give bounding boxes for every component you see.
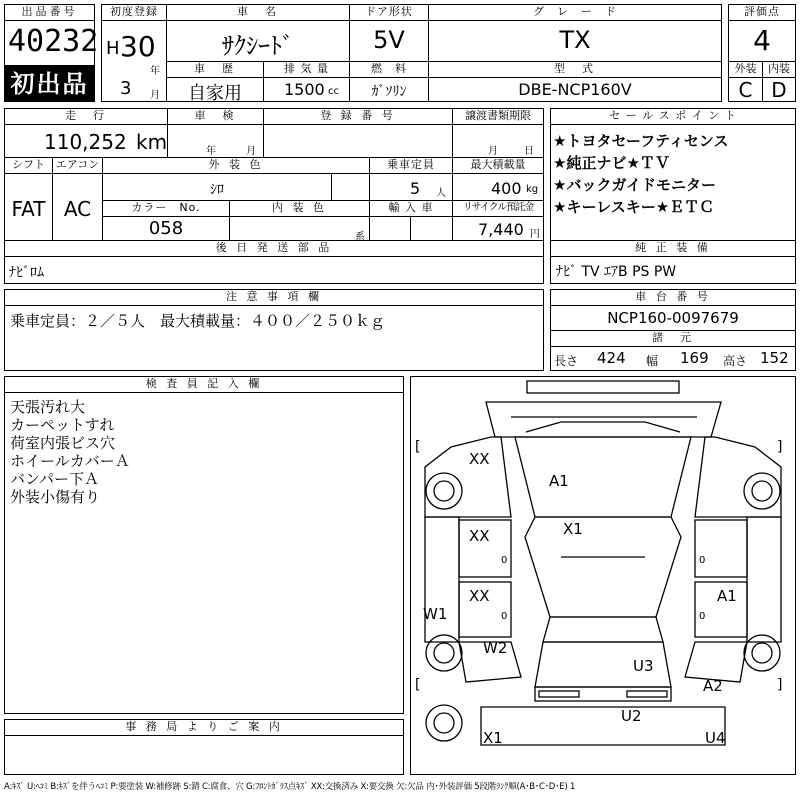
later-parts: ﾅﾋﾞﾛﾑ bbox=[9, 265, 44, 281]
office-label: 事 務 局 よ り ご 案 内 bbox=[4, 719, 404, 736]
interior-color-cell bbox=[229, 216, 370, 241]
damage-mark: U4 bbox=[705, 729, 726, 747]
year-unit: 年 bbox=[150, 66, 160, 77]
load-unit: kg bbox=[526, 184, 539, 195]
sales-point-item: ★トヨタセーフティセンス bbox=[553, 132, 729, 150]
inspection-label: 車 検 bbox=[167, 108, 264, 125]
transfer-label: 譲渡書類期限 bbox=[452, 108, 544, 125]
zero-mark: 0 bbox=[699, 611, 706, 622]
aircon: AC bbox=[63, 197, 92, 221]
color: ｼﾛ bbox=[210, 182, 224, 198]
sales-point-item: ★バックガイドモニター bbox=[553, 176, 716, 194]
registration-label: 初度登録 bbox=[101, 4, 167, 21]
exterior-label: 外装 bbox=[728, 61, 763, 78]
import-cell bbox=[369, 216, 411, 241]
model-code: DBE-NCP160V bbox=[518, 80, 632, 99]
door-label: ドア形状 bbox=[349, 4, 429, 21]
lot-label: 出品番号 bbox=[4, 4, 95, 21]
month-unit: 月 bbox=[150, 90, 160, 101]
inspection-month: 月 bbox=[246, 146, 256, 157]
length: 424 bbox=[597, 349, 626, 367]
bracket: [ bbox=[415, 677, 421, 693]
bracket: ] bbox=[777, 677, 783, 693]
equipment: ﾅﾋﾞ TV ｴｱB PS PW bbox=[556, 264, 677, 280]
score: 4 bbox=[753, 24, 771, 57]
damage-mark: XX bbox=[469, 527, 490, 545]
sales-points-label: セ ー ル ス ポ イ ン ト bbox=[550, 108, 796, 125]
color-number-label: カラー No. bbox=[102, 200, 230, 217]
car-name: ｻｸｼｰﾄﾞ bbox=[222, 32, 294, 60]
inspector-note: ホイールカバーＡ bbox=[10, 452, 130, 470]
recycle-unit: 円 bbox=[530, 229, 540, 240]
damage-mark: A2 bbox=[703, 677, 723, 695]
width-label: 幅 bbox=[646, 354, 659, 368]
registration-number-cell bbox=[263, 124, 453, 158]
zero-mark: 0 bbox=[699, 555, 706, 566]
shift: FAT bbox=[11, 197, 46, 221]
displacement-unit: cc bbox=[328, 86, 339, 97]
history-label: 車 歴 bbox=[166, 61, 264, 78]
interior-color-label: 内 装 色 bbox=[229, 200, 370, 217]
damage-mark: XX bbox=[469, 587, 490, 605]
inspector-note: バンパー下Ａ bbox=[10, 470, 99, 488]
car-name-label: 車 名 bbox=[166, 4, 350, 21]
year: 30 bbox=[120, 30, 156, 63]
history: 自家用 bbox=[188, 83, 242, 104]
capacity-unit: 人 bbox=[436, 188, 446, 199]
first-listing-badge: 初出品 bbox=[4, 66, 95, 102]
recycle-fee: 7,440 bbox=[478, 220, 524, 239]
height: 152 bbox=[760, 349, 789, 367]
inspector-note: カーペットすれ bbox=[10, 416, 115, 434]
damage-mark: W1 bbox=[423, 605, 448, 623]
inspector-label: 検 査 員 記 入 欄 bbox=[4, 376, 404, 393]
recycle-label: リサイクル預託金 bbox=[452, 200, 544, 217]
inspector-note: 外装小傷有り bbox=[10, 488, 101, 506]
inspector-note: 天張汚れ大 bbox=[10, 398, 86, 416]
interior-color-unit: 系 bbox=[355, 232, 365, 243]
lot-number: 40232 bbox=[8, 24, 99, 59]
damage-diagram bbox=[410, 376, 796, 775]
score-label: 評価点 bbox=[728, 4, 796, 21]
interior-label: 内装 bbox=[762, 61, 796, 78]
registration-number-label: 登 録 番 号 bbox=[263, 108, 453, 125]
transfer-month: 月 bbox=[488, 146, 498, 157]
mileage: 110,252 bbox=[44, 130, 127, 154]
damage-mark: A1 bbox=[717, 587, 737, 605]
import-cell-2 bbox=[410, 216, 453, 241]
damage-mark: XX bbox=[469, 450, 490, 468]
color-label: 外 装 色 bbox=[102, 157, 370, 174]
door-type: 5V bbox=[373, 26, 405, 54]
import-label: 輸 入 車 bbox=[369, 200, 453, 217]
office-cell bbox=[4, 735, 404, 775]
color-cell-extra bbox=[331, 173, 370, 201]
inspection-year: 年 bbox=[206, 146, 216, 157]
damage-mark: X1 bbox=[563, 520, 583, 538]
width: 169 bbox=[680, 349, 709, 367]
shift-label: シフト bbox=[4, 157, 53, 174]
equipment-label: 純 正 装 備 bbox=[550, 240, 796, 257]
damage-mark: U3 bbox=[633, 657, 654, 675]
capacity: 5 bbox=[410, 179, 421, 198]
load: 400 bbox=[491, 179, 522, 198]
mileage-unit: km bbox=[136, 130, 168, 154]
damage-mark: A1 bbox=[549, 472, 569, 490]
transfer-day: 日 bbox=[524, 146, 534, 157]
specs-label: 諸 元 bbox=[550, 330, 796, 347]
month: 3 bbox=[120, 78, 132, 99]
zero-mark: 0 bbox=[501, 611, 508, 622]
damage-mark: U2 bbox=[621, 707, 642, 725]
model-label: 型 式 bbox=[428, 61, 722, 78]
sales-point-item: ★キーレスキー★ＥＴＣ bbox=[553, 198, 715, 216]
sales-point-item: ★純正ナビ★ＴＶ bbox=[553, 154, 670, 172]
fuel-label: 燃 料 bbox=[349, 61, 429, 78]
later-parts-cell bbox=[4, 256, 544, 284]
damage-mark: W2 bbox=[483, 639, 508, 657]
era: H bbox=[106, 38, 120, 59]
mileage-label: 走 行 bbox=[4, 108, 168, 125]
legend: A:ｷｽﾞ U:ﾍｺﾐ B:ｷｽﾞを伴うﾍｺﾐ P:要塗装 W:補修跡 S:錆 C:腐食、穴 G:ﾌﾛﾝﾄｶﾞﾗｽ点ｷｽﾞ XX:交換済み X:要交換 欠:欠品 内･外装評価 5段階ﾗﾝｸ順(A･B･C･D･E) 1 bbox=[4, 782, 576, 792]
aircon-label: エアコン bbox=[52, 157, 103, 174]
capacity-label: 乗車定員 bbox=[369, 157, 453, 174]
interior-grade: D bbox=[771, 78, 787, 102]
car-diagram-svg bbox=[411, 377, 795, 774]
caution-label: 注 意 事 項 欄 bbox=[4, 289, 544, 306]
chassis-number: NCP160-0097679 bbox=[607, 309, 739, 327]
length-label: 長さ bbox=[554, 354, 579, 368]
chassis-label: 車 台 番 号 bbox=[550, 289, 796, 306]
displacement-label: 排 気 量 bbox=[263, 61, 350, 78]
grade: TX bbox=[559, 26, 591, 54]
caution-text: 乗車定員：２／５人 最大積載量：４００／２５０ｋｇ bbox=[10, 312, 386, 330]
color-number: 058 bbox=[148, 218, 184, 239]
grade-label: グ レ ー ド bbox=[428, 4, 722, 21]
load-label: 最大積載量 bbox=[452, 157, 544, 174]
displacement: 1500 bbox=[284, 80, 325, 99]
bracket: [ bbox=[415, 439, 421, 455]
exterior-grade: C bbox=[738, 78, 753, 102]
zero-mark: 0 bbox=[501, 555, 508, 566]
later-parts-label: 後 日 発 送 部 品 bbox=[4, 240, 544, 257]
inspector-note: 荷室内張ビス穴 bbox=[10, 434, 116, 452]
damage-mark: X1 bbox=[483, 729, 503, 747]
fuel: ｶﾞｿﾘﾝ bbox=[371, 84, 407, 100]
height-label: 高さ bbox=[723, 354, 748, 368]
bracket: ] bbox=[777, 439, 783, 455]
